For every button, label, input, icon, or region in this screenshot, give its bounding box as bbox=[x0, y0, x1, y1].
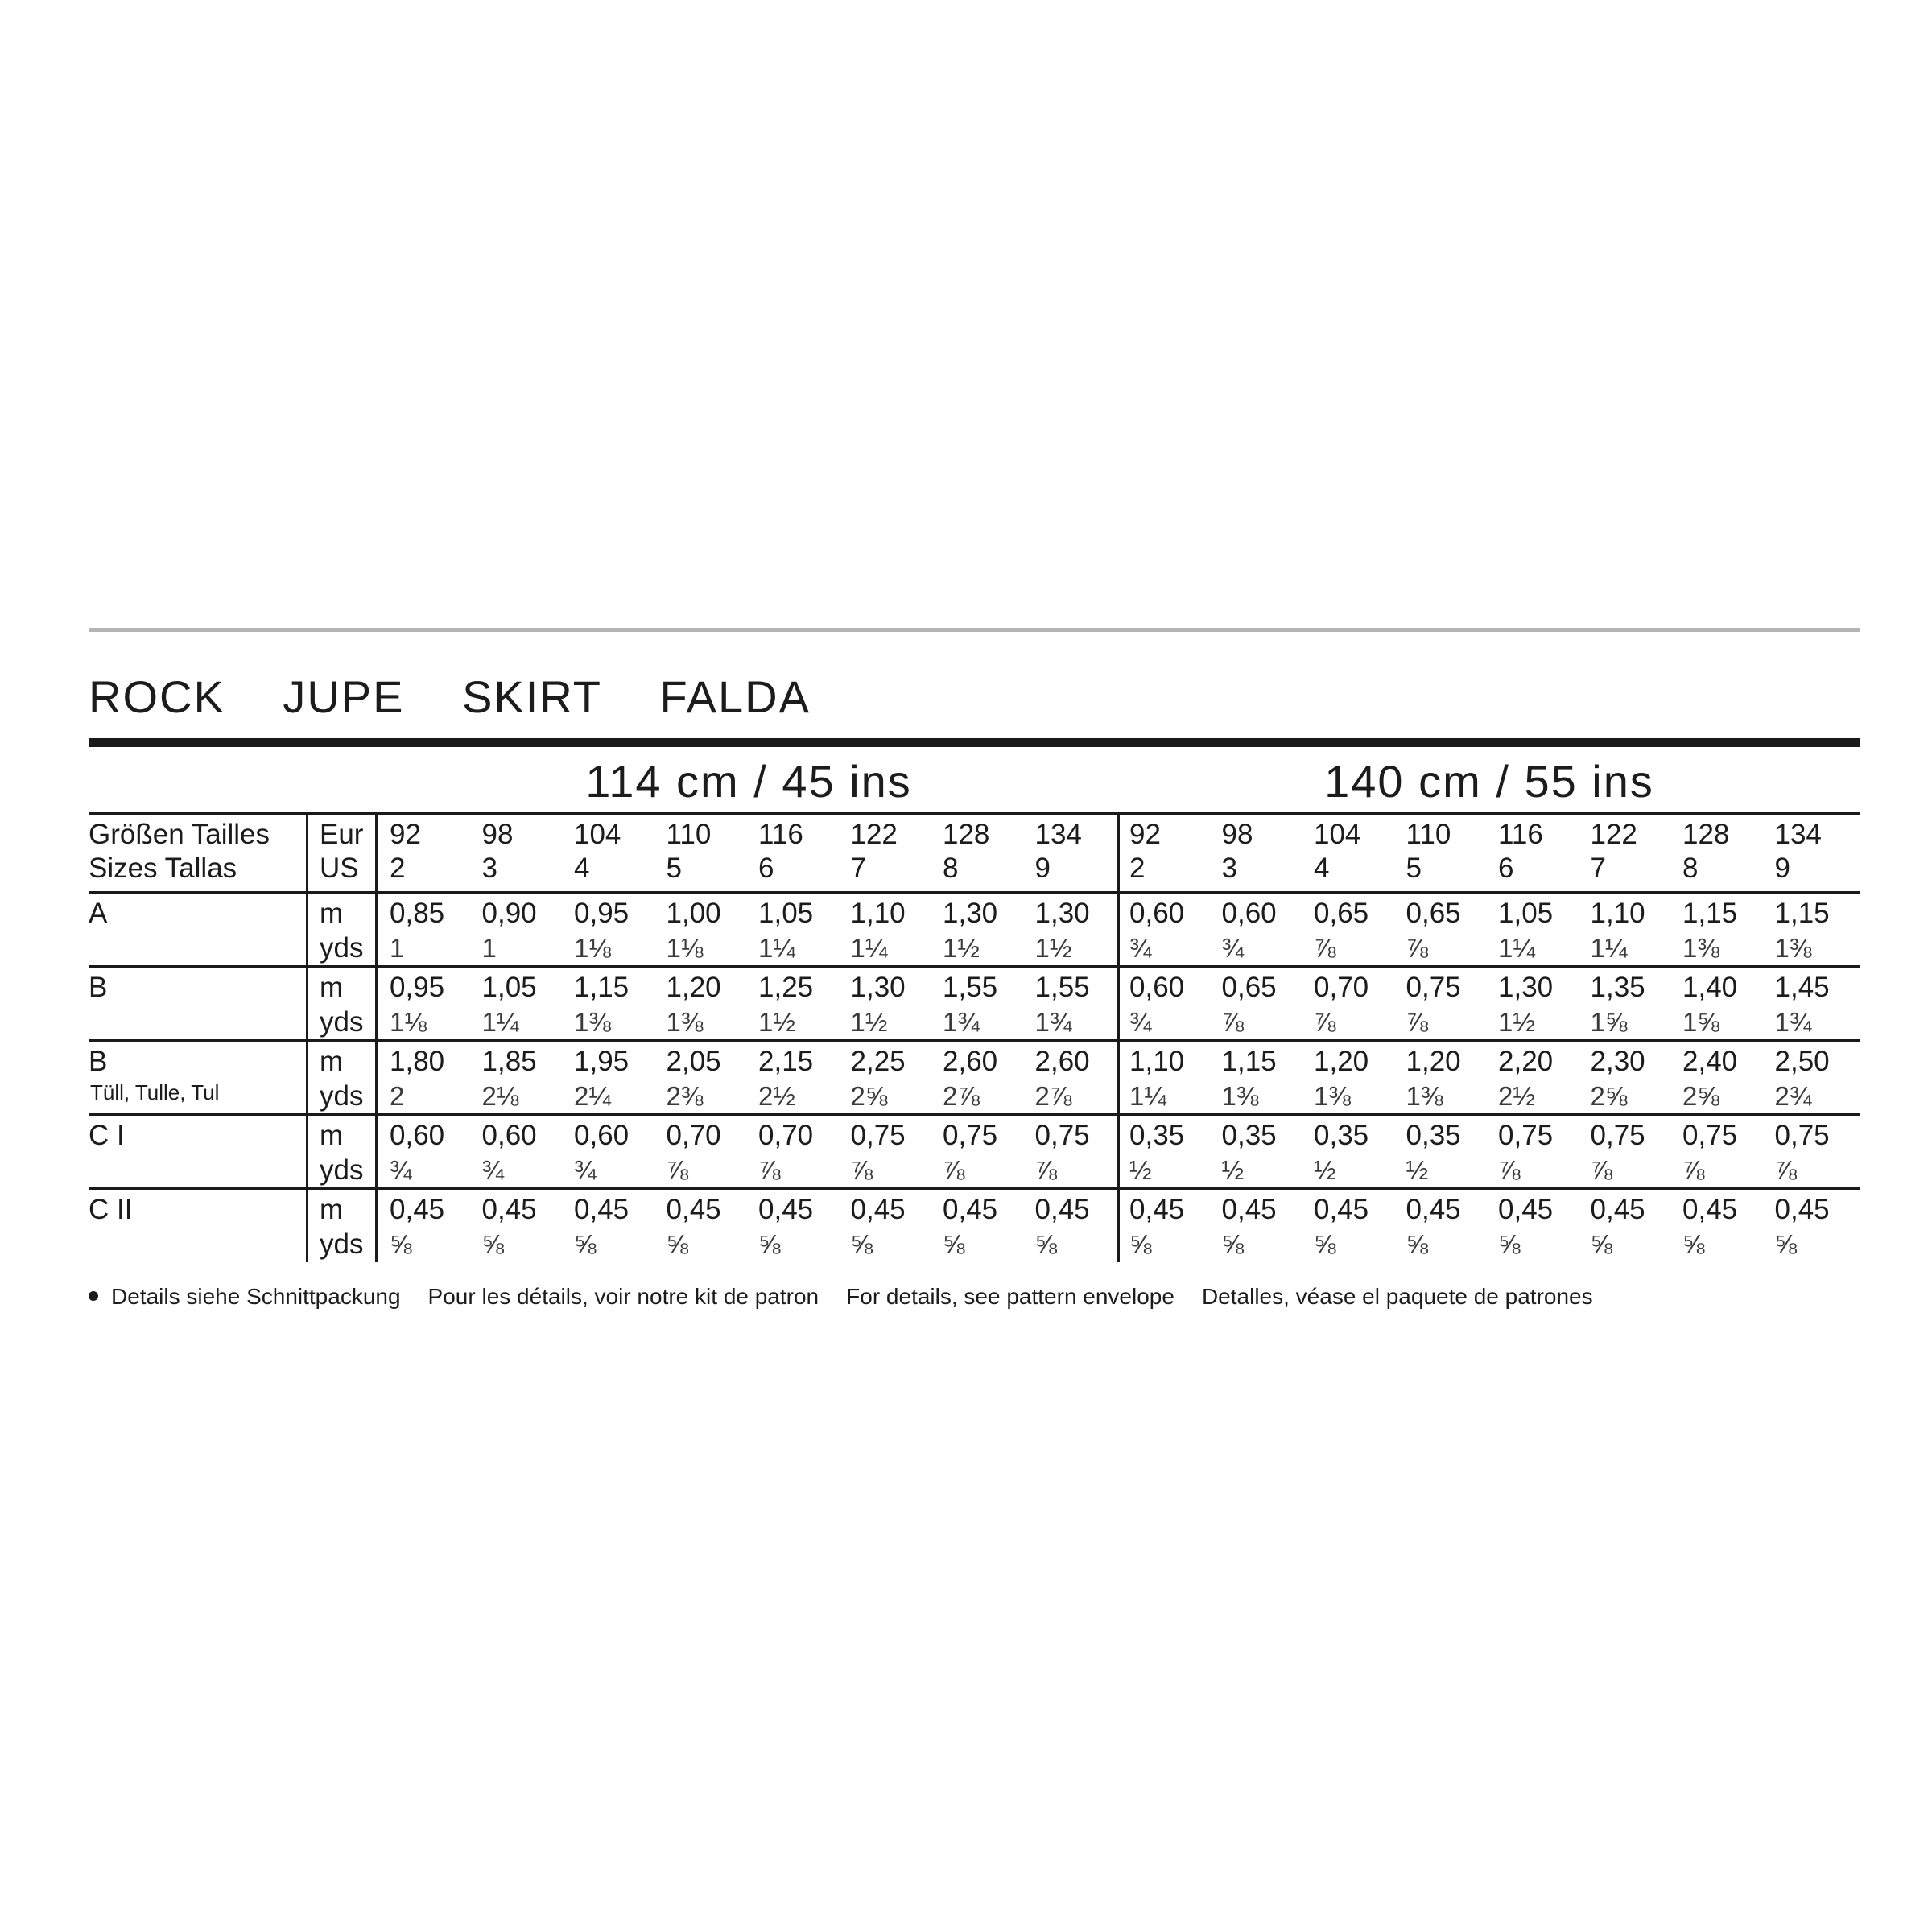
meters-cell: 1,15 bbox=[1682, 898, 1738, 929]
footnote-german: Details siehe Schnittpackung bbox=[111, 1284, 401, 1309]
yards-cell: ⅝ bbox=[574, 1229, 597, 1259]
unit-meters: m bbox=[320, 898, 344, 929]
meters-cell: 0,45 bbox=[1774, 1194, 1830, 1225]
footnote-english: For details, see pattern envelope bbox=[846, 1284, 1174, 1309]
meters-cell: 2,15 bbox=[758, 1046, 814, 1077]
yards-cell: 1⅛ bbox=[666, 933, 704, 963]
meters-cell: 0,60 bbox=[481, 1120, 537, 1151]
yards-cell: ⅝ bbox=[1406, 1229, 1429, 1259]
meters-cell: 1,55 bbox=[943, 972, 998, 1003]
meters-cell: 1,20 bbox=[666, 972, 721, 1003]
meters-cell: 0,70 bbox=[1314, 972, 1369, 1003]
yards-cell: ⅞ bbox=[666, 1155, 689, 1185]
meters-cell: 1,05 bbox=[1498, 898, 1554, 929]
us-size-cell: 9 bbox=[1774, 852, 1790, 884]
yards-cell: ⅝ bbox=[1774, 1229, 1798, 1259]
unit-meters: m bbox=[320, 1046, 344, 1077]
yards-cell: ⅝ bbox=[1498, 1229, 1521, 1259]
yards-cell: 1¾ bbox=[1774, 1007, 1812, 1037]
meters-cell: 0,45 bbox=[1498, 1194, 1554, 1225]
unit-meters: m bbox=[320, 1194, 344, 1225]
meters-cell: 0,35 bbox=[1221, 1120, 1277, 1151]
meters-cell: 2,20 bbox=[1498, 1046, 1554, 1077]
yards-cell: ⅞ bbox=[1221, 1007, 1245, 1037]
yards-cell: 1¾ bbox=[1034, 1007, 1072, 1037]
yards-cell: ⅝ bbox=[943, 1229, 965, 1259]
eur-size-cell: 128 bbox=[1682, 819, 1730, 850]
meters-cell: 1,15 bbox=[574, 972, 630, 1003]
yards-cell: 1½ bbox=[850, 1007, 888, 1037]
size-system-eur: Eur bbox=[320, 819, 364, 850]
label-column-separator bbox=[306, 812, 308, 1262]
fabric-width-114: 114 cm / 45 ins bbox=[585, 756, 912, 807]
meters-cell: 0,75 bbox=[1590, 1120, 1645, 1151]
meters-cell: 0,75 bbox=[943, 1120, 998, 1151]
yards-cell: 1⅜ bbox=[574, 1007, 611, 1037]
yards-cell: ⅝ bbox=[1034, 1229, 1058, 1259]
meters-cell: 1,20 bbox=[1406, 1046, 1461, 1077]
meters-cell: 0,75 bbox=[1406, 972, 1461, 1003]
yards-cell: 1⅜ bbox=[1682, 933, 1719, 963]
meters-cell: 0,75 bbox=[1034, 1120, 1090, 1151]
us-size-cell: 7 bbox=[1590, 852, 1606, 884]
meters-cell: 0,65 bbox=[1406, 898, 1461, 929]
title-spanish: FALDA bbox=[659, 671, 811, 722]
eur-size-cell: 110 bbox=[1406, 819, 1451, 850]
us-size-cell: 8 bbox=[943, 852, 959, 884]
meters-cell: 0,45 bbox=[1129, 1194, 1185, 1225]
us-size-cell: 6 bbox=[758, 852, 774, 884]
header-top-rule bbox=[89, 812, 1860, 815]
meters-cell: 1,35 bbox=[1590, 972, 1645, 1003]
yards-cell: 2½ bbox=[758, 1081, 795, 1111]
yards-cell: ⅞ bbox=[1406, 933, 1429, 963]
details-footnote bbox=[89, 1282, 1620, 1311]
yards-cell: ⅞ bbox=[1590, 1155, 1613, 1185]
meters-cell: 0,95 bbox=[390, 972, 445, 1003]
row-divider bbox=[89, 1039, 1860, 1042]
us-size-cell: 7 bbox=[850, 852, 866, 884]
meters-cell: 0,65 bbox=[1221, 972, 1277, 1003]
unit-yards: yds bbox=[320, 932, 364, 964]
meters-cell: 0,70 bbox=[666, 1120, 721, 1151]
meters-cell: 1,40 bbox=[1682, 972, 1738, 1003]
meters-cell: 0,45 bbox=[574, 1194, 630, 1225]
meters-cell: 0,45 bbox=[1590, 1194, 1645, 1225]
size-label-line2: Sizes Tallas bbox=[89, 852, 237, 884]
meters-cell: 0,75 bbox=[850, 1120, 906, 1151]
yards-cell: 1⅝ bbox=[1590, 1007, 1628, 1037]
unit-meters: m bbox=[320, 972, 344, 1003]
meters-cell: 0,45 bbox=[1406, 1194, 1461, 1225]
yards-cell: ¾ bbox=[574, 1155, 597, 1185]
meters-cell: 0,45 bbox=[943, 1194, 998, 1225]
row-divider bbox=[89, 1113, 1860, 1116]
us-size-cell: 2 bbox=[390, 852, 406, 884]
yards-cell: ⅝ bbox=[390, 1229, 412, 1259]
yards-cell: ⅝ bbox=[1314, 1229, 1336, 1259]
footnote-spanish: Detalles, véase el paquete de patrones bbox=[1201, 1284, 1593, 1309]
eur-size-cell: 128 bbox=[943, 819, 990, 850]
meters-cell: 2,60 bbox=[943, 1046, 998, 1077]
yards-cell: 2⅝ bbox=[1590, 1081, 1628, 1111]
yards-cell: 1⅝ bbox=[1682, 1007, 1719, 1037]
yards-cell: ⅝ bbox=[1590, 1229, 1613, 1259]
yards-cell: 2⅞ bbox=[1034, 1081, 1072, 1111]
yards-cell: ⅞ bbox=[1314, 933, 1336, 963]
eur-size-cell: 110 bbox=[666, 819, 712, 850]
us-size-cell: 3 bbox=[1221, 852, 1237, 884]
title-underline bbox=[89, 738, 1860, 747]
meters-cell: 0,60 bbox=[390, 1120, 445, 1151]
meters-cell: 2,25 bbox=[850, 1046, 906, 1077]
yards-cell: 2⅜ bbox=[666, 1081, 704, 1111]
meters-cell: 1,30 bbox=[943, 898, 998, 929]
yards-cell: 1⅛ bbox=[390, 1007, 427, 1037]
meters-cell: 1,10 bbox=[1590, 898, 1645, 929]
yards-cell: 2 bbox=[390, 1081, 405, 1111]
yards-cell: 1¾ bbox=[943, 1007, 980, 1037]
yards-cell: 1¼ bbox=[1498, 933, 1535, 963]
yards-cell: ⅞ bbox=[1034, 1155, 1058, 1185]
meters-cell: 0,70 bbox=[758, 1120, 814, 1151]
meters-cell: 0,35 bbox=[1129, 1120, 1185, 1151]
meters-cell: 0,45 bbox=[758, 1194, 814, 1225]
meters-cell: 0,45 bbox=[666, 1194, 721, 1225]
meters-cell: 0,90 bbox=[481, 898, 537, 929]
meters-cell: 0,35 bbox=[1314, 1120, 1369, 1151]
meters-cell: 2,50 bbox=[1774, 1046, 1830, 1077]
yards-cell: ⅞ bbox=[1498, 1155, 1521, 1185]
yards-cell: ⅞ bbox=[1774, 1155, 1798, 1185]
yards-cell: 1¼ bbox=[1129, 1081, 1166, 1111]
meters-cell: 0,45 bbox=[481, 1194, 537, 1225]
eur-size-cell: 98 bbox=[1221, 819, 1253, 850]
yards-cell: 2⅞ bbox=[943, 1081, 980, 1111]
row-divider bbox=[89, 965, 1860, 968]
yards-cell: ½ bbox=[1406, 1155, 1429, 1185]
meters-cell: 0,45 bbox=[1034, 1194, 1090, 1225]
yards-cell: 1½ bbox=[758, 1007, 795, 1037]
yards-cell: ⅞ bbox=[1682, 1155, 1705, 1185]
meters-cell: 1,30 bbox=[1034, 898, 1090, 929]
meters-cell: 0,85 bbox=[390, 898, 445, 929]
meters-cell: 2,05 bbox=[666, 1046, 721, 1077]
meters-cell: 1,55 bbox=[1034, 972, 1090, 1003]
eur-size-cell: 104 bbox=[1314, 819, 1361, 850]
eur-size-cell: 134 bbox=[1034, 819, 1082, 850]
meters-cell: 0,75 bbox=[1774, 1120, 1830, 1151]
fabric-width-separator bbox=[1117, 812, 1120, 1262]
meters-cell: 2,40 bbox=[1682, 1046, 1738, 1077]
meters-cell: 0,45 bbox=[1221, 1194, 1277, 1225]
unit-column-separator bbox=[375, 812, 378, 1262]
us-size-cell: 5 bbox=[1406, 852, 1422, 884]
title-french: JUPE bbox=[283, 671, 405, 722]
meters-cell: 0,60 bbox=[574, 1120, 630, 1151]
footnote-french: Pour les détails, voir notre kit de patron bbox=[427, 1284, 819, 1309]
eur-size-cell: 122 bbox=[1590, 819, 1637, 850]
yards-cell: ¾ bbox=[1129, 1007, 1152, 1037]
meters-cell: 0,60 bbox=[1129, 972, 1185, 1003]
eur-size-cell: 116 bbox=[1498, 819, 1543, 850]
yards-cell: ⅞ bbox=[1314, 1007, 1336, 1037]
yards-cell: 2⅛ bbox=[481, 1081, 519, 1111]
yards-cell: 2¼ bbox=[574, 1081, 611, 1111]
fabric-width-140: 140 cm / 55 ins bbox=[1324, 756, 1654, 807]
yards-cell: 2⅝ bbox=[1682, 1081, 1719, 1111]
meters-cell: 1,10 bbox=[850, 898, 906, 929]
yards-cell: ⅝ bbox=[1682, 1229, 1705, 1259]
meters-cell: 0,45 bbox=[1682, 1194, 1738, 1225]
meters-cell: 1,45 bbox=[1774, 972, 1830, 1003]
us-size-cell: 4 bbox=[1314, 852, 1330, 884]
meters-cell: 0,65 bbox=[1314, 898, 1369, 929]
meters-cell: 0,45 bbox=[390, 1194, 445, 1225]
yards-cell: ⅝ bbox=[666, 1229, 689, 1259]
meters-cell: 2,60 bbox=[1034, 1046, 1090, 1077]
size-label-line1: Größen Tailles bbox=[89, 819, 270, 850]
header-bottom-rule bbox=[89, 891, 1860, 894]
yards-cell: ½ bbox=[1314, 1155, 1336, 1185]
unit-yards: yds bbox=[320, 1228, 364, 1260]
yards-cell: ¾ bbox=[1129, 933, 1152, 963]
meters-cell: 1,30 bbox=[850, 972, 906, 1003]
yards-cell: 1⅜ bbox=[1221, 1081, 1259, 1111]
unit-yards: yds bbox=[320, 1080, 364, 1112]
meters-cell: 1,20 bbox=[1314, 1046, 1369, 1077]
yards-cell: 1¼ bbox=[758, 933, 795, 963]
meters-cell: 1,10 bbox=[1129, 1046, 1185, 1077]
view-label: A bbox=[89, 898, 108, 929]
yards-cell: 2½ bbox=[1498, 1081, 1535, 1111]
us-size-cell: 2 bbox=[1129, 852, 1146, 884]
top-divider bbox=[89, 628, 1860, 632]
bullet-icon bbox=[89, 1291, 98, 1301]
eur-size-cell: 92 bbox=[1129, 819, 1161, 850]
unit-yards: yds bbox=[320, 1006, 364, 1038]
eur-size-cell: 98 bbox=[481, 819, 514, 850]
meters-cell: 1,80 bbox=[390, 1046, 445, 1077]
yards-cell: ½ bbox=[1221, 1155, 1245, 1185]
meters-cell: 1,05 bbox=[758, 898, 814, 929]
yards-cell: ⅝ bbox=[758, 1229, 781, 1259]
meters-cell: 1,15 bbox=[1774, 898, 1830, 929]
meters-cell: 0,45 bbox=[1314, 1194, 1369, 1225]
meters-cell: 2,30 bbox=[1590, 1046, 1645, 1077]
meters-cell: 1,15 bbox=[1221, 1046, 1277, 1077]
us-size-cell: 9 bbox=[1034, 852, 1051, 884]
meters-cell: 1,95 bbox=[574, 1046, 630, 1077]
unit-yards: yds bbox=[320, 1154, 364, 1186]
size-system-us: US bbox=[320, 852, 359, 884]
yards-cell: ⅞ bbox=[943, 1155, 965, 1185]
eur-size-cell: 122 bbox=[850, 819, 898, 850]
yards-cell: ⅝ bbox=[1129, 1229, 1152, 1259]
meters-cell: 1,85 bbox=[481, 1046, 537, 1077]
title-german: ROCK bbox=[89, 671, 225, 722]
meters-cell: 0,60 bbox=[1129, 898, 1185, 929]
us-size-cell: 6 bbox=[1498, 852, 1514, 884]
meters-cell: 1,25 bbox=[758, 972, 814, 1003]
yards-cell: ⅞ bbox=[758, 1155, 781, 1185]
yards-cell: 2¾ bbox=[1774, 1081, 1812, 1111]
yards-cell: 1¼ bbox=[850, 933, 888, 963]
yards-cell: ¾ bbox=[481, 1155, 505, 1185]
yards-cell: 2⅝ bbox=[850, 1081, 888, 1111]
yards-cell: 1¼ bbox=[481, 1007, 519, 1037]
meters-cell: 0,35 bbox=[1406, 1120, 1461, 1151]
us-size-cell: 3 bbox=[481, 852, 497, 884]
yards-cell: ⅝ bbox=[850, 1229, 873, 1259]
yards-cell: 1½ bbox=[1034, 933, 1072, 963]
yards-cell: ⅞ bbox=[850, 1155, 873, 1185]
yards-cell: 1⅜ bbox=[1314, 1081, 1351, 1111]
meters-cell: 1,05 bbox=[481, 972, 537, 1003]
yards-cell: ½ bbox=[1129, 1155, 1152, 1185]
view-label: C I bbox=[89, 1120, 125, 1151]
view-sublabel: Tüll, Tulle, Tul bbox=[90, 1080, 220, 1104]
garment-title bbox=[89, 671, 854, 723]
yards-cell: 1½ bbox=[1498, 1007, 1535, 1037]
yards-cell: 1 bbox=[481, 933, 497, 963]
view-label: B bbox=[89, 1046, 108, 1077]
yards-cell: ⅝ bbox=[481, 1229, 505, 1259]
eur-size-cell: 92 bbox=[390, 819, 421, 850]
us-size-cell: 8 bbox=[1682, 852, 1699, 884]
yards-cell: 1½ bbox=[943, 933, 980, 963]
yards-cell: ⅞ bbox=[1406, 1007, 1429, 1037]
eur-size-cell: 104 bbox=[574, 819, 621, 850]
view-label: B bbox=[89, 972, 108, 1003]
row-divider bbox=[89, 1187, 1860, 1190]
us-size-cell: 4 bbox=[574, 852, 590, 884]
meters-cell: 0,95 bbox=[574, 898, 630, 929]
view-label: C II bbox=[89, 1194, 133, 1225]
yards-cell: ⅝ bbox=[1221, 1229, 1245, 1259]
eur-size-cell: 116 bbox=[758, 819, 803, 850]
yards-cell: 1⅜ bbox=[666, 1007, 704, 1037]
yards-cell: 1⅛ bbox=[574, 933, 611, 963]
meters-cell: 0,75 bbox=[1498, 1120, 1554, 1151]
yards-cell: ¾ bbox=[1221, 933, 1245, 963]
us-size-cell: 5 bbox=[666, 852, 682, 884]
yards-cell: ¾ bbox=[390, 1155, 412, 1185]
title-english: SKIRT bbox=[462, 671, 602, 722]
meters-cell: 0,60 bbox=[1221, 898, 1277, 929]
yards-cell: 1 bbox=[390, 933, 405, 963]
meters-cell: 0,45 bbox=[850, 1194, 906, 1225]
meters-cell: 1,00 bbox=[666, 898, 721, 929]
meters-cell: 1,30 bbox=[1498, 972, 1554, 1003]
yards-cell: 1⅜ bbox=[1774, 933, 1812, 963]
yards-cell: 1⅜ bbox=[1406, 1081, 1443, 1111]
unit-meters: m bbox=[320, 1120, 344, 1151]
meters-cell: 0,75 bbox=[1682, 1120, 1738, 1151]
yards-cell: 1¼ bbox=[1590, 933, 1628, 963]
eur-size-cell: 134 bbox=[1774, 819, 1822, 850]
